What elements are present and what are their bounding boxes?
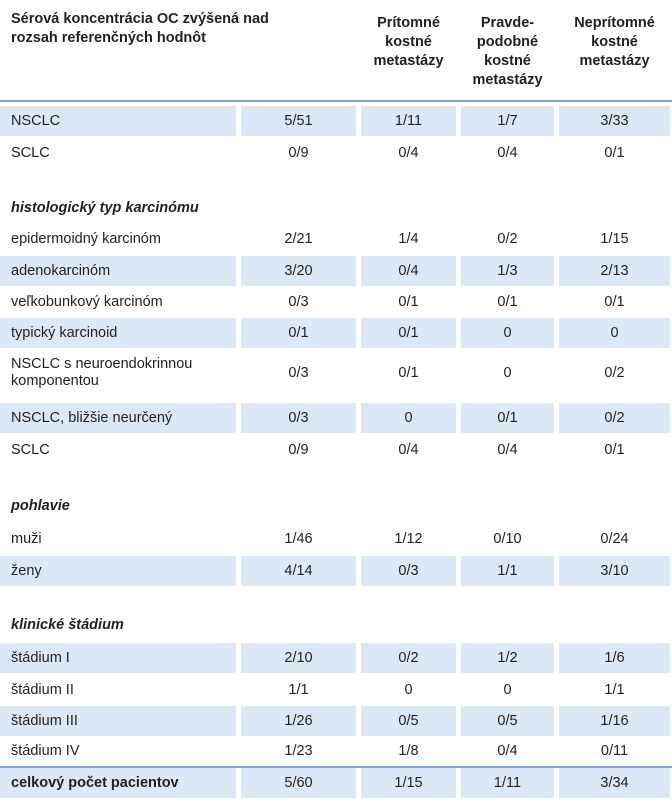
table-row: [0, 675, 672, 705]
section-heading: klinické štádium: [11, 616, 124, 633]
table-row: [0, 256, 672, 286]
value-cell: 0/2: [361, 643, 456, 673]
value-cell: 1/1: [288, 681, 309, 698]
value-cell: 1/2: [461, 643, 554, 673]
value-cell: 2/21: [284, 230, 313, 247]
value-cell: 0/1: [604, 293, 625, 310]
value-cell: 0/4: [361, 256, 456, 286]
table-row: [0, 138, 672, 168]
table-row: [0, 224, 672, 254]
value-cell: 1/11: [361, 106, 456, 136]
value-cell: 3/34: [559, 768, 670, 798]
table-row: [0, 106, 672, 136]
value-cell: 5/51: [241, 106, 356, 136]
header-description: Sérová koncentrácia OC zvýšená nad rozsah referenčných hodnôt: [11, 11, 269, 46]
value-cell: 1/26: [241, 706, 356, 736]
value-cell: 0/2: [604, 364, 625, 381]
value-cell: 0/4: [398, 441, 419, 458]
value-cell: 0: [361, 403, 456, 433]
table-row: [0, 287, 672, 317]
value-cell: 0/5: [461, 706, 554, 736]
value-cell: 1/7: [461, 106, 554, 136]
value-cell: 0/1: [241, 318, 356, 348]
value-cell: 0/2: [497, 230, 518, 247]
value-cell: 4/14: [241, 556, 356, 586]
value-cell: 0/10: [493, 530, 522, 547]
row-label: ženy: [0, 556, 236, 586]
table-row: [0, 706, 672, 736]
value-cell: 0/4: [497, 144, 518, 161]
section-heading-row: [0, 193, 672, 223]
table-row: [0, 736, 672, 766]
row-label: veľkobunkový karcinóm: [11, 293, 163, 310]
value-cell: 0/3: [241, 403, 356, 433]
section-heading: histologický typ karcinómu: [11, 199, 199, 216]
header-absent-metastases: Neprítomné kostné metastázy: [574, 15, 655, 69]
header-probable-metastases: Pravde- podobné kostné metastázy: [472, 15, 543, 88]
value-cell: 1/8: [398, 742, 419, 759]
value-cell: 1/12: [394, 530, 423, 547]
value-cell: 0/24: [600, 530, 629, 547]
value-cell: 3/20: [241, 256, 356, 286]
value-cell: 3/33: [559, 106, 670, 136]
value-cell: 0/3: [288, 293, 309, 310]
value-cell: 0: [559, 318, 670, 348]
value-cell: 1/23: [284, 742, 313, 759]
value-cell: 0/1: [398, 364, 419, 381]
row-label: štádium III: [0, 706, 236, 736]
value-cell: 0/3: [361, 556, 456, 586]
value-cell: 1/15: [600, 230, 629, 247]
value-cell: 0/4: [497, 441, 518, 458]
row-label: adenokarcinóm: [0, 256, 236, 286]
value-cell: 0/1: [398, 293, 419, 310]
value-cell: 1/6: [559, 643, 670, 673]
value-cell: 0/4: [398, 144, 419, 161]
value-cell: 0: [503, 681, 512, 698]
value-cell: 0/1: [461, 403, 554, 433]
row-label: epidermoidný karcinóm: [11, 230, 161, 247]
row-label: muži: [11, 530, 42, 547]
value-cell: 0: [404, 681, 413, 698]
row-label: NSCLC, bližšie neurčený: [0, 403, 236, 433]
table-row: [0, 643, 672, 673]
value-cell: 0/4: [497, 742, 518, 759]
value-cell: 1/11: [461, 768, 554, 798]
value-cell: 0/11: [600, 742, 629, 759]
row-label: typický karcinoid: [0, 318, 236, 348]
value-cell: 0/9: [288, 144, 309, 161]
value-cell: 0/1: [361, 318, 456, 348]
table-row: [0, 556, 672, 586]
value-cell: 0/2: [559, 403, 670, 433]
value-cell: 1/46: [284, 530, 313, 547]
row-label: štádium IV: [11, 742, 80, 759]
value-cell: 0: [461, 318, 554, 348]
value-cell: 1/16: [559, 706, 670, 736]
section-heading-row: [0, 610, 672, 640]
value-cell: 0/9: [288, 441, 309, 458]
value-cell: 0/1: [497, 293, 518, 310]
table-row: [0, 351, 672, 395]
value-cell: 1/15: [361, 768, 456, 798]
value-cell: 0/1: [604, 441, 625, 458]
value-cell: 1/3: [461, 256, 554, 286]
value-cell: 3/10: [559, 556, 670, 586]
header-present-metastases: Prítomné kostné metastázy: [373, 15, 444, 69]
value-cell: 0/1: [604, 144, 625, 161]
table-header: [0, 0, 672, 102]
section-heading: pohlavie: [11, 497, 70, 514]
row-label: štádium I: [0, 643, 236, 673]
table-row: [0, 403, 672, 433]
row-label: SCLC: [11, 144, 50, 161]
value-cell: 1/1: [461, 556, 554, 586]
value-cell: 0/5: [361, 706, 456, 736]
table-row: [0, 318, 672, 348]
section-heading-row: [0, 491, 672, 521]
table-row: [0, 524, 672, 554]
value-cell: 1/1: [604, 681, 625, 698]
value-cell: 0/3: [288, 364, 309, 381]
row-label: NSCLC: [0, 106, 236, 136]
value-cell: 5/60: [241, 768, 356, 798]
value-cell: 0: [503, 364, 512, 381]
row-label: NSCLC s neuroendokrinnou komponentou: [11, 356, 193, 389]
table-row-total: [0, 766, 672, 798]
value-cell: 2/10: [241, 643, 356, 673]
row-label: SCLC: [11, 441, 50, 458]
value-cell: 1/4: [398, 230, 419, 247]
row-label: štádium II: [11, 681, 74, 698]
table-row: [0, 435, 672, 465]
value-cell: 2/13: [559, 256, 670, 286]
row-label: celkový počet pacientov: [0, 768, 236, 798]
